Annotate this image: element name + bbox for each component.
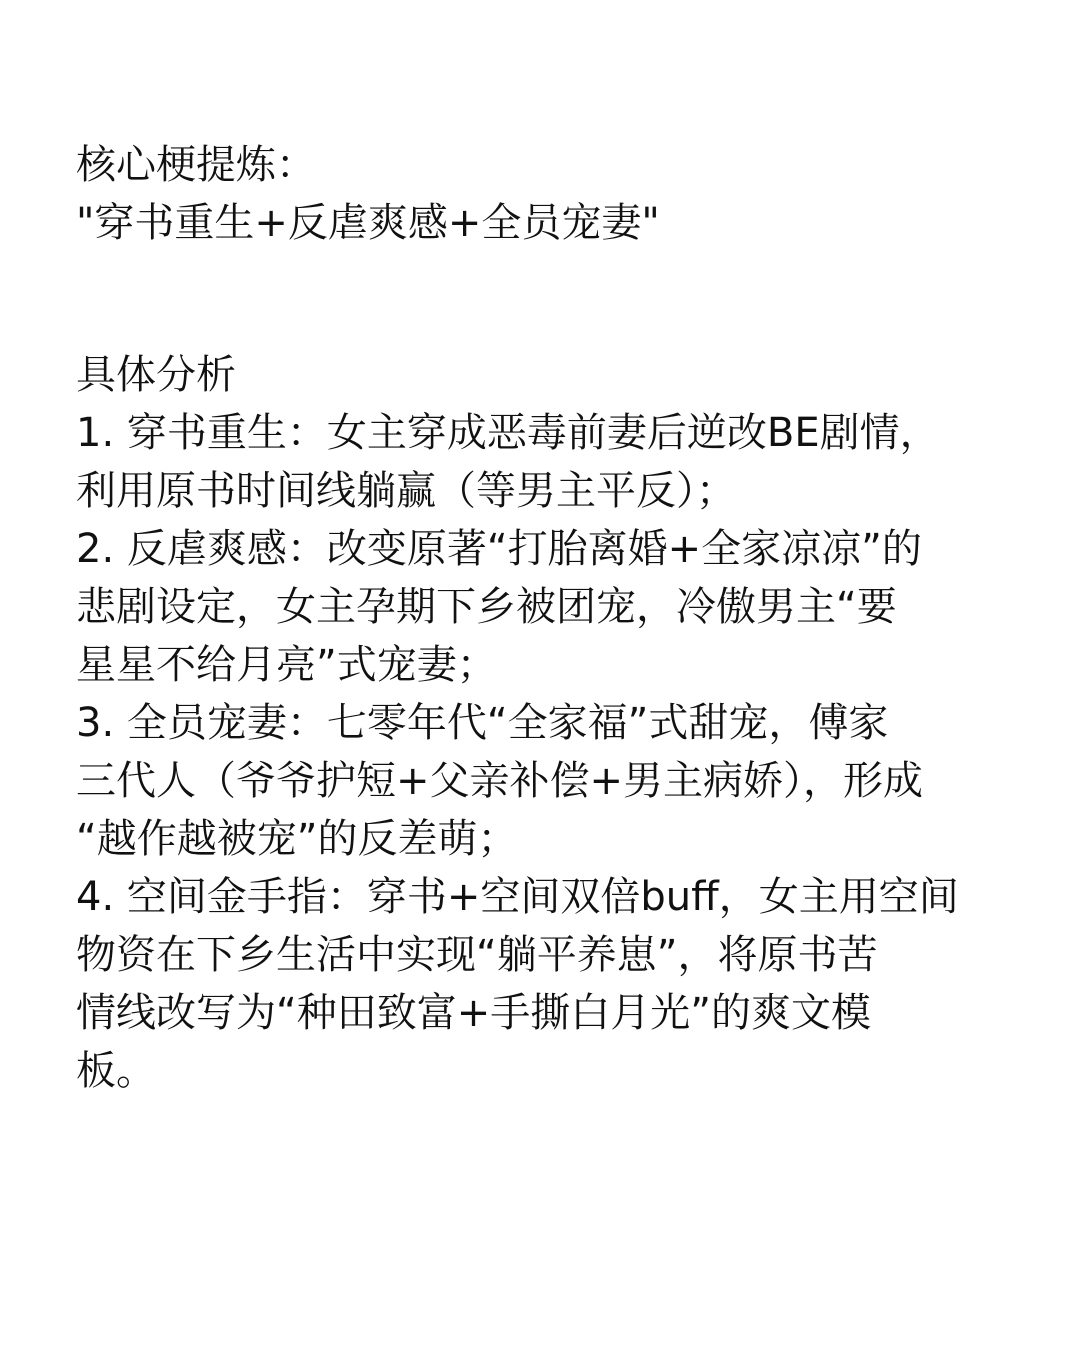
analysis-line: 3. 全员宠妻：七零年代“全家福”式甜宠，傅家 [76,700,889,746]
summary-heading: 核心梗提炼： [76,142,316,188]
analysis-line: 板。 [76,1048,156,1094]
analysis-line: 利用原书时间线躺赢（等男主平反）； [76,468,736,514]
analysis-line: 物资在下乡生活中实现“躺平养崽”，将原书苦 [76,932,878,978]
summary-tagline: "穿书重生+反虐爽感+全员宠妻" [76,200,660,246]
section-spacer [76,252,1076,346]
document-body [76,136,1076,1100]
analysis-line: 三代人（爷爷护短+父亲补偿+男主病娇），形成 [76,758,924,804]
analysis-line: “越作越被宠”的反差萌； [76,816,518,862]
analysis-line: 4. 空间金手指：穿书+空间双倍buff，女主用空间 [76,874,959,920]
analysis-line: 悲剧设定，女主孕期下乡被团宠，冷傲男主“要 [76,584,897,630]
analysis-line: 2. 反虐爽感：改变原著“打胎离婚+全家凉凉”的 [76,526,922,572]
analysis-heading: 具体分析 [76,352,236,398]
analysis-line: 星星不给月亮”式宠妻； [76,642,497,688]
analysis-line: 1. 穿书重生：女主穿成恶毒前妻后逆改BE剧情， [76,410,940,456]
analysis-line: 情线改写为“种田致富+手撕白月光”的爽文模 [76,990,871,1036]
